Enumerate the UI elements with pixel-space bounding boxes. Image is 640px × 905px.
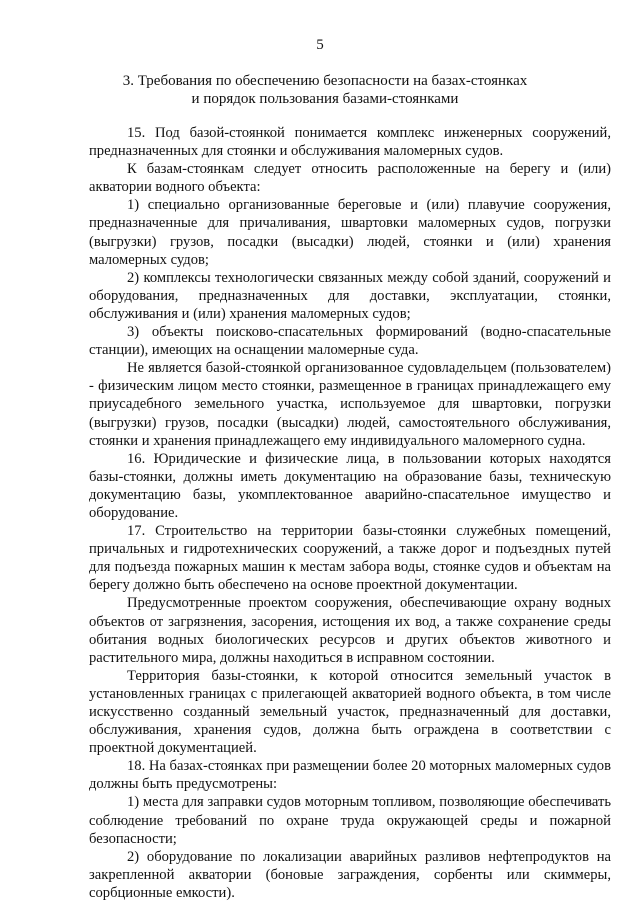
paragraph-territory: Территория базы-стоянки, к которой относится земельный участок в установленных границах с прилегающей акваторией водного объекта, в том числе искусственно созданный земельный участок, предназначенный для доставки, обслуживания, хранения судов, должна быть ограждена в соответствии с проектной документацией. [89,667,611,757]
paragraph-17: 17. Строительство на территории базы-стоянки служебных помещений, причальных и гидротехнических сооружений, а также дорог и подъездных путей для подъезда пожарных машин к местам забора воды, стоянке судов и объектам на берегу должно быть обеспечено на основе проектной документации. [89,523,611,594]
list-item-18-1: 1) места для заправки судов моторным топливом, позволяющие обеспечивать соблюдение требований по охране труда окружающей среды и пожарной безопасности; [89,794,611,847]
section-heading [90,72,560,108]
paragraph-16: 16. Юридические и физические лица, в пользовании которых находятся базы-стоянки, должны иметь документацию на образование базы, техническую документацию базы, укомплектованное аварийно-спасательное имущество и оборудование. [89,450,611,521]
list-item-2: 2) комплексы технологически связанных между собой зданий, сооружений и оборудования, предназначенных для доставки, эксплуатации, стоянки, обслуживания и (или) хранения маломерных судов; [89,269,611,322]
paragraph-protection: Предусмотренные проектом сооружения, обеспечивающие охрану водных объектов от загрязнения, засорения, истощения их вод, а также сохранение среды обитания водных биологических ресурсов и других объектов животного и растительного мира, должны находиться в исправном состоянии. [89,595,611,666]
document-body [89,124,611,902]
list-item-18-2: 2) оборудование по локализации аварийных разливов нефтепродуктов на закрепленной акватории (боновые заграждения, сорбенты или скиммеры, сорбционные емкости). [89,848,611,901]
list-item-1: 1) специально организованные береговые и (или) плавучие сооружения, предназначенные для причаливания, швартовки маломерных судов, погрузки (выгрузки) грузов, посадки (высадки) людей, стоянки и (или) хранения маломерных судов; [89,197,611,268]
paragraph-exclusion: Не является базой-стоянкой организованное судовладельцем (пользователем) - физическим лицом место стоянки, размещенное в границах принадлежащего ему приусадебного земельного участка, используемое для швартовки, погрузки (выгрузки) грузов, посадки (высадки) людей, самостоятельного обслуживания, стоянки и хранения принадлежащего ему индивидуального маломерного судна. [89,360,611,449]
page-number: 5 [316,37,324,53]
paragraph-18: 18. На базах-стоянках при размещении более 20 моторных маломерных судов должны быть предусмотрены: [89,758,611,793]
section-heading-line-2: и порядок пользования базами-стоянками [191,91,459,107]
list-item-3: 3) объекты поисково-спасательных формирований (водно-спасательные станции), имеющих на оснащении маломерные суда. [89,324,611,359]
paragraph-15: 15. Под базой-стоянкой понимается комплекс инженерных сооружений, предназначенных для стоянки и обслуживания маломерных судов. [89,125,611,160]
paragraph-intro-list: К базам-стоянкам следует относить расположенные на берегу и (или) акватории водного объекта: [89,161,611,196]
section-heading-line-1: 3. Требования по обеспечению безопасности на базах-стоянках [122,73,528,89]
